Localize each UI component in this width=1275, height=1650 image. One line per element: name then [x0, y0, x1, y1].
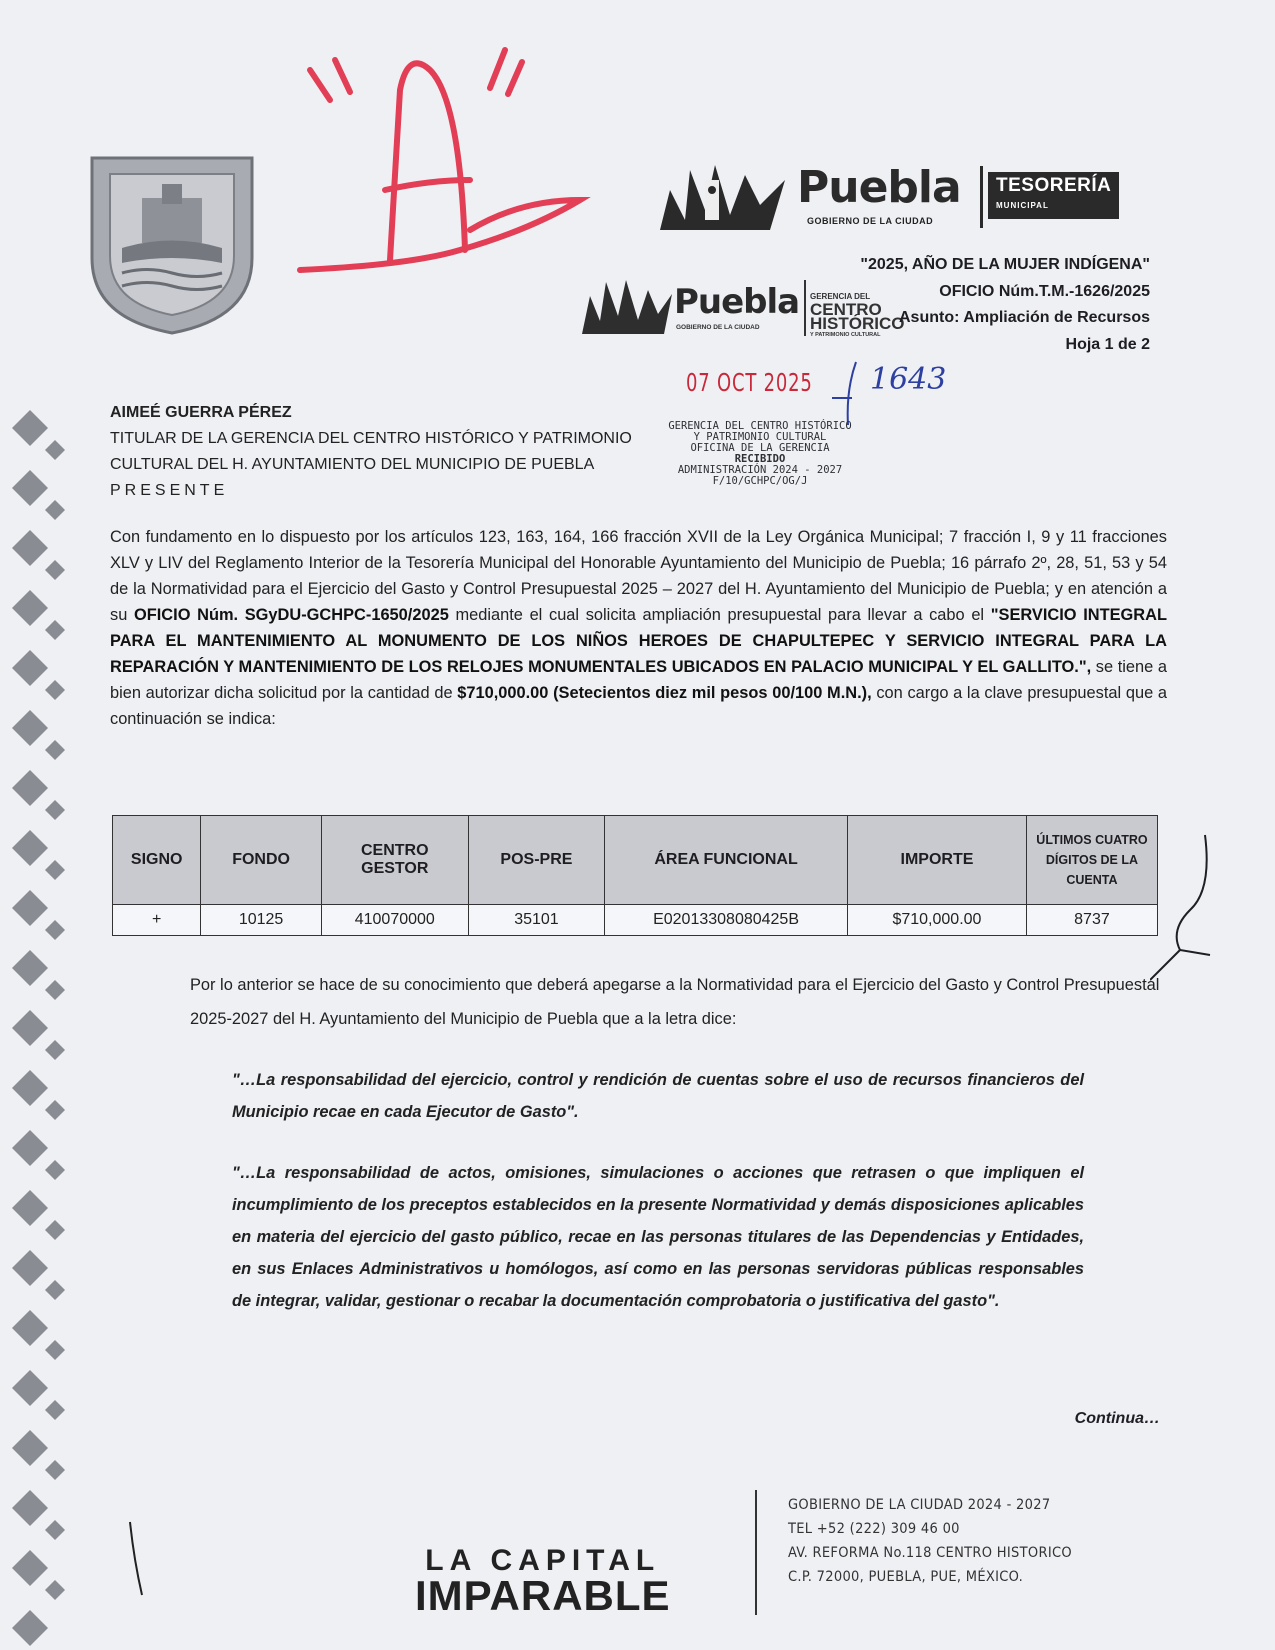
service-description: "SERVICIO INTEGRAL PARA EL MANTENIMIENTO AL MONUMENTO DE LOS NIÑOS HEROES DE CHAPULTEPEC Y SERVICIO INTEGRAL PARA LA REPARACIÓN Y MANTENIMIENTO DE LOS RELOJES MONUMENTALES UBICADOS EN PALACIO MUNICIPAL Y EL GALLITO.",: [110, 606, 1167, 676]
table-cell: 410070000: [321, 905, 468, 936]
municipal-seal-icon: [82, 148, 262, 338]
col-header: FONDO: [201, 816, 321, 905]
received-line: ADMINISTRACIÓN 2024 - 2027: [677, 464, 843, 476]
authorized-amount: $710,000.00 (Setecientos diez mil pesos 00/100 M.N.),: [457, 684, 872, 702]
tesoreria-label: TESORERÍA: [996, 175, 1112, 196]
quote-2: "…La responsabilidad de actos, omisiones, simulaciones o acciones que retrasen o que impliquen el incumplimiento de los preceptos establecidos en la presente Normatividad y demás disposiciones aplicables en materia del ejercicio del gasto público, recae en las personas titulares de las Dependencias y Entidades, en sus Enlaces Administrativos u homólogos, así como en las personas servidoras públicas responsables de integrar, validar, gestionar o recabar la documentación comprobatoria o justificativa del gasto".: [232, 1164, 1084, 1310]
tesoreria-logo: [660, 158, 1120, 238]
table-row: [113, 905, 1158, 936]
budget-table: [112, 815, 1158, 936]
normativity-text: Por lo anterior se hace de su conocimiento que deberá apegarse a la Normatividad para el Ejercicio del Gasto y Control Presupuestal 2025-2027 del H. Ayuntamiento del Municipio de Puebla que a la letra dice:: [190, 976, 1160, 1028]
hoja-line: Hoja 1 de 2: [1065, 336, 1150, 353]
col-header: SIGNO: [113, 816, 201, 905]
red-annotation-mark: [290, 30, 620, 300]
brand-line-1: LA CAPITAL: [425, 1544, 661, 1577]
handwritten-folio: 1643: [870, 362, 947, 397]
received-line: F/10/GCHPC/OG/J: [712, 475, 808, 487]
pen-stroke-mark: [120, 1520, 160, 1600]
table-cell: +: [113, 905, 201, 936]
signature-mark: [1150, 830, 1240, 990]
received-stamp: [640, 421, 880, 487]
col-header: CENTRO GESTOR: [321, 816, 468, 905]
normativity-paragraph: [110, 968, 1175, 1036]
table-cell: $710,000.00: [847, 905, 1026, 936]
received-line: GERENCIA DEL CENTRO HISTÓRICO: [668, 420, 852, 432]
presente-label: PRESENTE: [110, 482, 229, 499]
body-paragraph: [110, 524, 1167, 732]
quote-1: "…La responsabilidad del ejercicio, control y rendición de cuentas sobre el uso de recursos financieros del Municipio recae en cada Ejecutor de Gasto".: [232, 1071, 1084, 1121]
footer-address: [788, 1493, 1072, 1589]
footer-brand: [415, 1544, 671, 1619]
tesoreria-badge: [988, 172, 1119, 219]
col-header: IMPORTE: [847, 816, 1026, 905]
address-line: C.P. 72000, PUEBLA, PUE, MÉXICO.: [788, 1569, 1024, 1585]
address-line: AV. REFORMA No.118 CENTRO HISTORICO: [788, 1545, 1072, 1561]
gerencia-pre-label: GERENCIA DEL: [810, 292, 871, 301]
addressee-name: AIMEÉ GUERRA PÉREZ: [110, 404, 292, 421]
col-header: ÁREA FUNCIONAL: [605, 816, 848, 905]
address-line: TEL +52 (222) 309 46 00: [788, 1521, 960, 1537]
received-line: RECIBIDO: [734, 453, 786, 465]
col-header: ÚLTIMOS CUATRO DÍGITOS DE LA CUENTA: [1026, 816, 1157, 905]
puebla-wordmark: Puebla: [797, 162, 961, 213]
date-stamp: 07 OCT 2025: [686, 368, 813, 397]
brand-line-2: IMPARABLE: [415, 1572, 671, 1619]
table-cell: E02013308080425B: [605, 905, 848, 936]
table-cell: 35101: [468, 905, 604, 936]
body-text-segment: con cargo a la clave presupuestal que a continuación se indica:: [110, 684, 1167, 728]
logo-subtitle: GOBIERNO DE LA CIUDAD: [807, 216, 934, 226]
oficio-number: OFICIO Núm.T.M.-1626/2025: [939, 283, 1150, 300]
received-line: OFICINA DE LA GERENCIA: [690, 442, 830, 454]
decorative-border: [0, 400, 80, 1650]
puebla-city-icon: [660, 160, 790, 232]
gerencia-city-icon: [582, 276, 672, 336]
table-cell: 10125: [201, 905, 321, 936]
gerencia-logo: [582, 272, 905, 342]
continua-label: Continua…: [1074, 1410, 1160, 1427]
gerencia-sub-label: Y PATRIMONIO CULTURAL: [810, 332, 881, 338]
gerencia-puebla-wordmark: Puebla: [674, 282, 800, 322]
col-header: POS-PRE: [468, 816, 604, 905]
addressee-block: [110, 400, 632, 504]
year-motto: "2025, AÑO DE LA MUJER INDÍGENA": [860, 256, 1150, 273]
tesoreria-sub-label: MUNICIPAL: [996, 201, 1049, 210]
table-header-row: [113, 816, 1158, 905]
asunto-line: Asunto: Ampliación de Recursos: [899, 309, 1150, 326]
gerencia-logo-subtitle: GOBIERNO DE LA CIUDAD: [676, 324, 760, 331]
gerencia-centro-label: CENTRO: [810, 300, 882, 319]
body-text-segment: mediante el cual solicita ampliación presupuestal para llevar a cabo el: [448, 606, 991, 624]
oficio-reference: OFICIO Núm. SGyDU-GCHPC-1650/2025: [133, 606, 449, 624]
body-text-segment: se tiene a bien autorizar dicha solicitud por la cantidad de: [110, 658, 1167, 702]
body-text-segment: Con fundamento en lo dispuesto por los artículos 123, 163, 164, 166 fracción XVII de la Ley Orgánica Municipal; 7 fracción I, 9 y 11 fracciones XLV y LIV del Reglamento Interior de la Tesorería Municipal del Honorable Ayuntamiento del Municipio de Puebla; 16 párrafo 2º, 28, 51, 53 y 54 de la Normatividad para el Ejercicio del Gasto y Control Presupuestal 2025 – 2027 del H. Ayuntamiento del Municipio de Puebla; y en atención a su: [110, 528, 1167, 624]
received-line: Y PATRIMONIO CULTURAL: [693, 431, 827, 443]
table-cell: 8737: [1026, 905, 1157, 936]
gerencia-historico-label: HISTÓRICO: [810, 314, 905, 333]
address-line: GOBIERNO DE LA CIUDAD 2024 - 2027: [788, 1497, 1051, 1513]
addressee-title: CULTURAL DEL H. AYUNTAMIENTO DEL MUNICIPIO DE PUEBLA: [110, 456, 595, 473]
addressee-title: TITULAR DE LA GERENCIA DEL CENTRO HISTÓRICO Y PATRIMONIO: [110, 430, 632, 447]
footer-divider: [755, 1490, 757, 1615]
